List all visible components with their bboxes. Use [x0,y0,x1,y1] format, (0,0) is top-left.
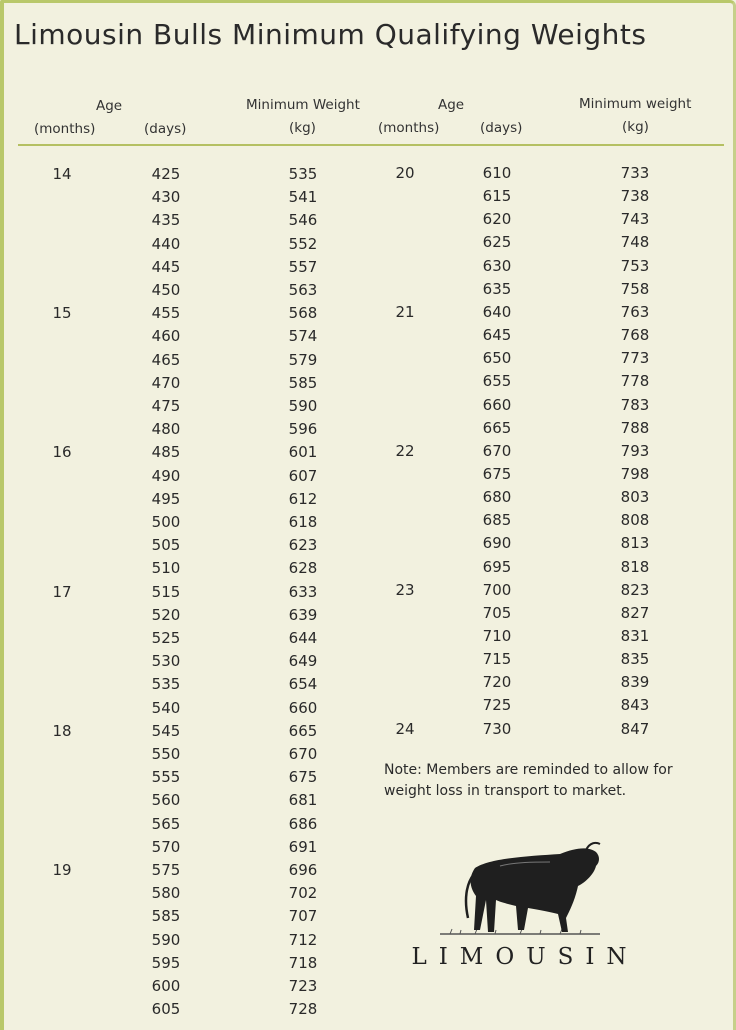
cell-days: 600 [151,977,181,995]
header-weight-right: Minimum weight [579,96,692,112]
cell-days: 650 [482,349,512,368]
cell-days: 435 [151,211,181,230]
cell-days: 455 [151,304,181,323]
cell-days: 520 [151,605,181,624]
cell-kg: 823 [620,580,650,599]
cell-days: 635 [482,279,512,298]
cell-days: 670 [482,441,512,460]
cell-kg: 670 [288,745,318,763]
cell-kg: 696 [288,861,318,879]
cell-days: 655 [482,372,512,391]
cell-days: 730 [482,719,512,738]
cell-kg: 702 [288,884,318,903]
cell-days: 525 [151,629,181,647]
cell-kg: 675 [288,768,318,787]
cell-days: 685 [482,511,512,530]
cell-days: 440 [151,234,181,253]
cell-kg: 654 [288,675,318,694]
cell-days: 585 [151,907,181,926]
cell-kg: 649 [288,652,318,671]
cell-days: 660 [482,395,512,414]
cell-days: 625 [482,233,512,252]
cell-months: 17 [52,582,72,601]
cell-kg: 681 [288,791,318,810]
cell-months: 24 [395,719,415,738]
cell-days: 715 [482,650,512,669]
cell-kg: 768 [620,326,650,345]
header-rule [18,144,724,146]
cell-days: 720 [482,673,512,692]
cell-kg: 835 [620,650,650,669]
cell-days: 505 [151,536,181,555]
cell-kg: 579 [288,350,318,369]
header-unit-right: (kg) [622,119,649,135]
cell-days: 590 [151,930,181,949]
cell-kg: 748 [620,233,650,252]
cell-days: 710 [482,627,512,645]
cell-kg: 763 [620,302,650,321]
cell-days: 665 [482,418,512,437]
cell-kg: 660 [288,698,318,717]
cell-days: 575 [151,861,181,879]
cell-days: 680 [482,488,512,507]
cell-days: 640 [482,302,512,321]
cell-months: 15 [52,304,72,323]
cell-kg: 818 [620,557,650,576]
cell-kg: 644 [288,629,318,647]
cell-kg: 813 [620,534,650,553]
cell-days: 480 [151,420,181,439]
cell-days: 620 [482,210,512,229]
cell-kg: 563 [288,281,318,299]
brand-name: LIMOUSIN [411,944,639,970]
cell-days: 560 [151,791,181,810]
cell-days: 630 [482,256,512,275]
cell-days: 445 [151,257,181,276]
cell-kg: 612 [288,489,318,508]
cell-days: 570 [151,837,181,856]
cell-days: 460 [151,327,181,346]
cell-kg: 803 [620,488,650,507]
cell-kg: 723 [288,977,318,995]
cell-kg: 541 [288,188,318,207]
bull-icon [400,840,650,940]
cell-kg: 839 [620,673,650,692]
cell-kg: 808 [620,511,650,530]
cell-kg: 618 [288,513,318,531]
cell-months: 23 [395,580,415,599]
transport-note: Note: Members are reminded to allow for weight loss in transport to market. [384,762,673,799]
page-title: Limousin Bulls Minimum Qualifying Weights [14,18,647,51]
cell-kg: 827 [620,603,650,622]
cell-days: 565 [151,814,181,833]
cell-days: 695 [482,557,512,576]
cell-kg: 596 [288,420,318,439]
cell-kg: 718 [288,953,318,972]
cell-days: 535 [151,675,181,694]
cell-kg: 733 [620,164,650,182]
cell-kg: 686 [288,814,318,833]
cell-days: 595 [151,953,181,972]
cell-kg: 546 [288,211,318,230]
cell-kg: 728 [288,1000,318,1019]
cell-days: 610 [482,164,512,182]
cell-days: 510 [151,559,181,578]
cell-days: 500 [151,513,181,531]
cell-kg: 843 [620,696,650,715]
cell-days: 555 [151,768,181,787]
header-weight-left: Minimum Weight [246,97,360,113]
cell-kg: 738 [620,187,650,206]
cell-days: 495 [151,489,181,508]
cell-kg: 633 [288,582,318,601]
cell-months: 14 [52,165,72,183]
cell-kg: 778 [620,372,650,391]
cell-kg: 535 [288,165,318,183]
cell-kg: 831 [620,627,650,645]
cell-days: 545 [151,721,181,740]
header-days-right: (days) [480,120,523,136]
cell-days: 690 [482,534,512,553]
cell-kg: 798 [620,464,650,483]
cell-kg: 557 [288,257,318,276]
cell-days: 515 [151,582,181,601]
cell-days: 475 [151,397,181,415]
header-months-left: (months) [34,121,96,137]
header-age-right: Age [438,97,465,113]
cell-days: 425 [151,165,181,183]
cell-months: 20 [395,164,415,182]
cell-days: 605 [151,1000,181,1019]
cell-kg: 568 [288,304,318,323]
header-unit-left: (kg) [289,120,316,136]
limousin-logo [400,840,650,980]
cell-days: 725 [482,696,512,715]
cell-kg: 758 [620,279,650,298]
cell-days: 465 [151,350,181,369]
header-days-left: (days) [144,121,187,137]
cell-months: 21 [395,302,415,321]
cell-kg: 707 [288,907,318,926]
cell-kg: 590 [288,397,318,415]
cell-kg: 783 [620,395,650,414]
cell-days: 615 [482,187,512,206]
cell-kg: 743 [620,210,650,229]
cell-kg: 607 [288,466,318,485]
cell-days: 490 [151,466,181,485]
cell-months: 16 [52,443,72,462]
cell-months: 19 [52,861,72,879]
cell-kg: 574 [288,327,318,346]
cell-days: 485 [151,443,181,462]
cell-kg: 601 [288,443,318,462]
cell-days: 550 [151,745,181,763]
cell-kg: 788 [620,418,650,437]
cell-kg: 712 [288,930,318,949]
cell-days: 645 [482,326,512,345]
cell-kg: 639 [288,605,318,624]
cell-days: 430 [151,188,181,207]
cell-months: 18 [52,721,72,740]
cell-days: 580 [151,884,181,903]
cell-days: 450 [151,281,181,299]
cell-days: 530 [151,652,181,671]
cell-days: 705 [482,603,512,622]
cell-days: 675 [482,464,512,483]
cell-kg: 628 [288,559,318,578]
header-age-left: Age [96,98,123,114]
cell-kg: 691 [288,837,318,856]
cell-kg: 847 [620,719,650,738]
cell-kg: 773 [620,349,650,368]
cell-kg: 552 [288,234,318,253]
cell-days: 470 [151,373,181,392]
cell-kg: 753 [620,256,650,275]
cell-days: 540 [151,698,181,717]
cell-kg: 623 [288,536,318,555]
cell-days: 700 [482,580,512,599]
cell-months: 22 [395,441,415,460]
header-months-right: (months) [378,120,440,136]
cell-kg: 665 [288,721,318,740]
cell-kg: 793 [620,441,650,460]
cell-kg: 585 [288,373,318,392]
